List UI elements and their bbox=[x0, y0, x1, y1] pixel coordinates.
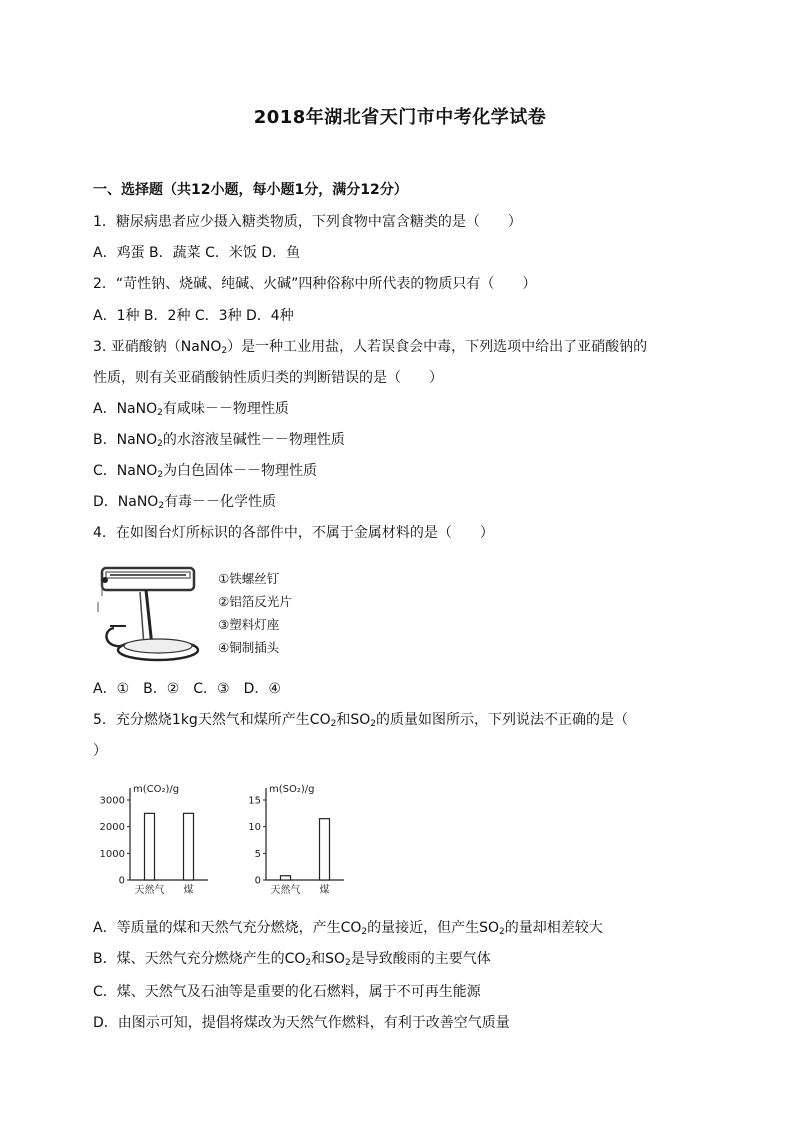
question-3-stem-line1: 3. 亚硝酸钠（NaNO$_2$）是一种工业用盐，人若误食会中毒，下列选项中给出了亚硝酸钠的 bbox=[93, 339, 648, 356]
y-axis-label: m(CO₂)/g bbox=[133, 784, 180, 795]
co2-chart-svg bbox=[96, 778, 216, 898]
question-5-stem-line1: 5．充分燃烧1kg天然气和煤所产生$CO_2$和$SO_2$的质量如图所示，下列说法不正确的是（ bbox=[93, 712, 628, 729]
lamp-legend-4: ④铜制插头 bbox=[218, 640, 280, 655]
desk-lamp-illustration bbox=[96, 560, 206, 670]
y-tick-label: 1000 bbox=[99, 848, 125, 860]
y-axis-label: m(SO₂)/g bbox=[269, 784, 315, 795]
lamp-legend-2: ②铝箔反光片 bbox=[218, 594, 292, 609]
question-5-stem-line2: ） bbox=[93, 743, 107, 759]
bar bbox=[184, 813, 194, 880]
question-2-stem: 2．“苛性钠、烧碱、纯碱、火碱”四种俗称中所代表的物质只有（ ） bbox=[93, 276, 537, 292]
question-4-stem: 4．在如图台灯所标识的各部件中，不属于金属材料的是（ ） bbox=[93, 525, 494, 541]
question-5-option-d: D．由图示可知，提倡将煤改为天然气作燃料，有利于改善空气质量 bbox=[93, 1015, 510, 1031]
co2-chart bbox=[96, 778, 216, 898]
x-tick-label: 天然气 bbox=[270, 885, 301, 896]
bar bbox=[281, 876, 291, 880]
y-tick-label: 10 bbox=[248, 822, 261, 834]
question-2-options: A．1种 B．2种 C．3种 D．4种 bbox=[93, 308, 294, 324]
y-tick-label: 15 bbox=[248, 795, 261, 807]
y-tick-label: 5 bbox=[254, 848, 261, 860]
so2-chart bbox=[232, 778, 352, 898]
so2-chart-svg bbox=[232, 778, 352, 898]
question-3-option-b: B．NaNO$_2$的水溶液呈碱性－－物理性质 bbox=[93, 432, 345, 449]
question-5-option-b: B．煤、天然气充分燃烧产生的$CO_2$和$SO_2$是导致酸雨的主要气体 bbox=[93, 951, 491, 968]
lamp-legend-3: ③塑料灯座 bbox=[218, 617, 280, 632]
y-tick-label: 0 bbox=[118, 875, 125, 887]
question-3-option-d: D．NaNO$_2$有毒－－化学性质 bbox=[93, 494, 277, 511]
question-3-option-a: A．NaNO$_2$有咸味－－物理性质 bbox=[93, 401, 289, 418]
question-1-stem: 1．糖尿病患者应少摄入糖类物质，下列食物中富含糖类的是（ ） bbox=[93, 214, 522, 230]
question-5-option-a: A．等质量的煤和天然气充分燃烧，产生$CO_2$的量接近，但产生$SO_2$的量却相差较大 bbox=[93, 920, 603, 937]
question-4-options: A．① B．② C．③ D．④ bbox=[93, 681, 281, 697]
bar bbox=[145, 813, 155, 880]
lamp-legend-1: ①铁螺丝钉 bbox=[218, 571, 280, 586]
x-tick-label: 天然气 bbox=[134, 885, 165, 896]
desk-lamp-figure bbox=[96, 560, 206, 670]
bar bbox=[320, 819, 330, 880]
question-3-stem-line2: 性质，则有关亚硝酸钠性质归类的判断错误的是（ ） bbox=[93, 370, 443, 386]
y-tick-label: 2000 bbox=[99, 822, 125, 834]
page-title: 2018年湖北省天门市中考化学试卷 bbox=[253, 107, 547, 128]
y-tick-label: 0 bbox=[254, 875, 261, 887]
section-header: 一、选择题（共12小题，每小题1分，满分12分） bbox=[93, 182, 408, 198]
x-tick-label: 煤 bbox=[183, 885, 194, 896]
question-3-option-c: C．NaNO$_2$为白色固体－－物理性质 bbox=[93, 463, 318, 480]
x-tick-label: 煤 bbox=[319, 885, 330, 896]
question-1-options: A．鸡蛋 B．蔬菜 C．米饭 D．鱼 bbox=[93, 245, 301, 261]
y-tick-label: 3000 bbox=[99, 795, 125, 807]
question-5-option-c: C．煤、天然气及石油等是重要的化石燃料，属于不可再生能源 bbox=[93, 984, 481, 1000]
